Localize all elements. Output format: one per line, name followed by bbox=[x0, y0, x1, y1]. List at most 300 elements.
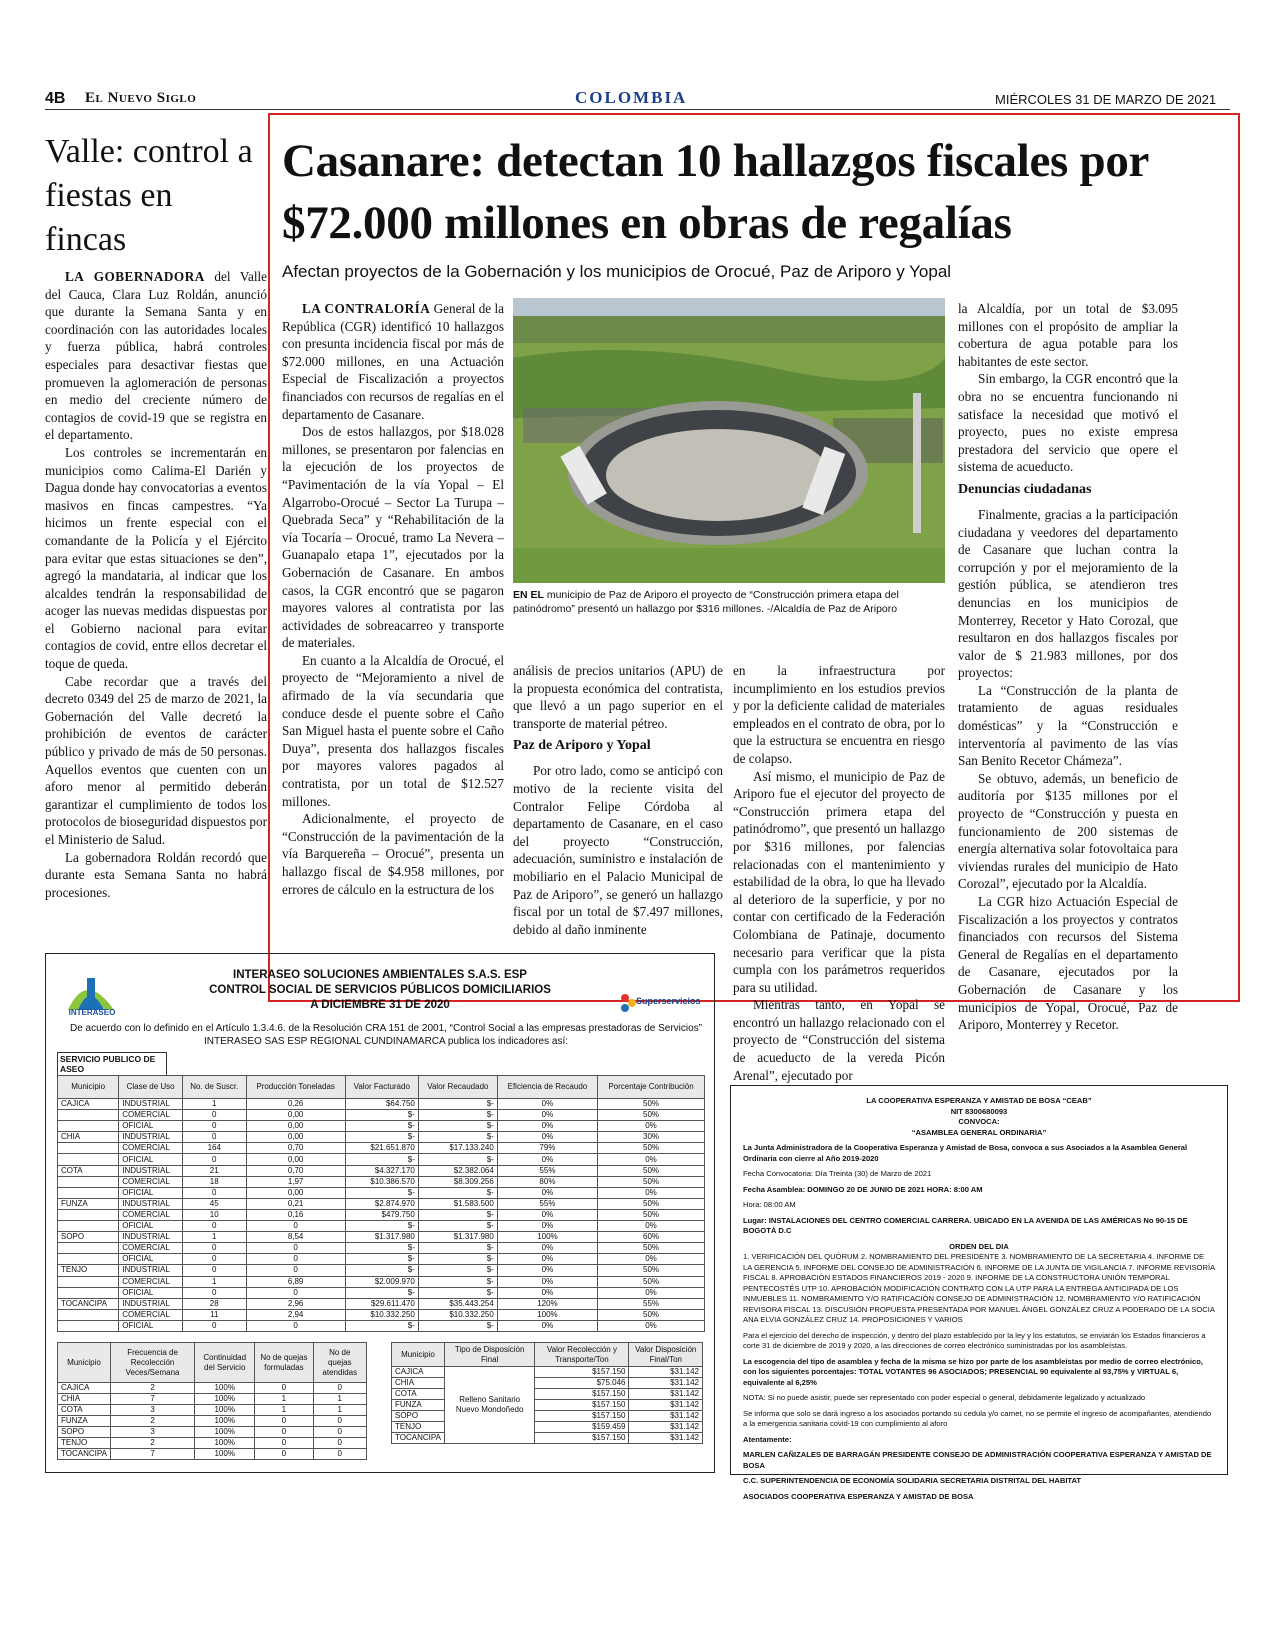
table-cell bbox=[58, 1209, 119, 1220]
table-cell: $- bbox=[345, 1265, 418, 1276]
table-row bbox=[392, 1378, 703, 1389]
disposal-cost-table bbox=[391, 1342, 703, 1444]
table-cell bbox=[58, 1309, 119, 1320]
table-cell: 50% bbox=[598, 1243, 705, 1254]
side-story-lead: LA GOBERNADORA bbox=[65, 269, 205, 284]
table-cell: 11 bbox=[182, 1309, 246, 1320]
table-cell: $- bbox=[418, 1132, 497, 1143]
table-cell: 10 bbox=[182, 1209, 246, 1220]
coop-signature: C.C. SUPERINTENDENCIA DE ECONOMÍA SOLIDARIA SECRETARIA DISTRITAL DEL HABITAT bbox=[743, 1476, 1082, 1485]
table-cell bbox=[58, 1143, 119, 1154]
table-cell: $10.386.570 bbox=[345, 1176, 418, 1187]
side-story-paragraph: Cabe recordar que a través del decreto 0349 del 25 de marzo de 2021, la Gobernación del Valle decretó la prohibición de eventos de carácter público y privado de más de 50 personas. Aquellos eventos que cuenten con un aforo menor al permitido deberán garantizar el cumplimiento de todos los protocolos de bioseguridad dispuestos por el Ministerio de Salud. bbox=[45, 673, 267, 847]
table-cell: 50% bbox=[598, 1198, 705, 1209]
table-cell: 100% bbox=[195, 1405, 255, 1416]
table-row bbox=[58, 1287, 705, 1298]
table-cell: $31.142 bbox=[629, 1378, 703, 1389]
table-cell: $- bbox=[418, 1099, 497, 1110]
table-cell: 0% bbox=[497, 1221, 597, 1232]
table-cell: SOPO bbox=[392, 1411, 445, 1422]
table-row bbox=[58, 1187, 705, 1198]
table-cell: 0% bbox=[598, 1254, 705, 1265]
table-row bbox=[58, 1298, 705, 1309]
interaseo-ad-title bbox=[46, 968, 714, 1013]
table-cell: 0% bbox=[497, 1243, 597, 1254]
table-cell: $31.142 bbox=[629, 1367, 703, 1378]
article-lead: LA CONTRALORÍA bbox=[302, 301, 431, 316]
table-cell: $75.046 bbox=[535, 1378, 629, 1389]
article-column-1 bbox=[282, 300, 504, 898]
side-story-paragraph: La gobernadora Roldán recordó que durante esta Semana Santa no habrá procesiones. bbox=[45, 849, 267, 900]
table-cell: 0 bbox=[182, 1254, 246, 1265]
table-cell: OFICIAL bbox=[119, 1221, 183, 1232]
article-paragraph: Por otro lado, como se anticipó con motivo de la reciente visita del Contralor Felipe Córdoba al departamento de Casanare, en el caso del proyecto “Construcción, adecuación, suministro e instalación de mobiliario en el Palacio Municipal de Paz de Ariporo”, se generó un hallazgo fiscal por un total de $7.497 millones, debido al daño inminente bbox=[513, 763, 723, 937]
table-cell: 0 bbox=[255, 1416, 313, 1427]
table-cell: 1 bbox=[182, 1099, 246, 1110]
table-cell: COTA bbox=[58, 1165, 119, 1176]
table-cell bbox=[58, 1121, 119, 1132]
table-cell: 0% bbox=[497, 1099, 597, 1110]
coop-paragraph: La escogencia del tipo de asamblea y fecha de la misma se hizo por parte de los asambleístas por medio de correo electrónico, con los siguientes porcentajes: TOTAL VOTANTES 96 ASOCIADOS; PRESENCIAL 90 equivalente al 93,75% y VIRTUAL 6, equivalente al 6,25% bbox=[743, 1356, 1204, 1387]
table-cell: 100% bbox=[195, 1416, 255, 1427]
table-row bbox=[58, 1438, 367, 1449]
table-cell: SOPO bbox=[58, 1427, 111, 1438]
table-cell: 0 bbox=[182, 1132, 246, 1143]
table-cell: TENJO bbox=[392, 1422, 445, 1433]
table-cell: 50% bbox=[598, 1209, 705, 1220]
table-cell: 2 bbox=[110, 1416, 194, 1427]
table-cell: COMERCIAL bbox=[119, 1276, 183, 1287]
table-cell: 0,26 bbox=[246, 1099, 345, 1110]
table-cell: 0 bbox=[255, 1449, 313, 1460]
table-cell: 0% bbox=[497, 1121, 597, 1132]
coop-title-line: CONVOCA: bbox=[958, 1117, 1000, 1126]
table-cell: $- bbox=[418, 1320, 497, 1331]
coop-signature: ASOCIADOS COOPERATIVA ESPERANZA Y AMISTAD DE BOSA bbox=[743, 1491, 974, 1501]
table-cell: 100% bbox=[497, 1309, 597, 1320]
table-cell: $- bbox=[345, 1221, 418, 1232]
article-paragraph: En cuanto a la Alcaldía de Orocué, el proyecto de “Mejoramiento a nivel de afirmado de la vía secundaria que conduce desde el puente sobre el Caño San Miguel hasta el puente sobre el Caño Duya”, presenta dos hallazgos fiscales por mayores valores pagados al contratista, por un total de $12.527 millones. bbox=[282, 652, 504, 809]
ad-title-line: A DICIEMBRE 31 DE 2020 bbox=[310, 999, 450, 1011]
article-paragraph: Sin embargo, la CGR encontró que la obra no se encuentra funcionando ni satisface la necesidad que motivó el proyecto, pues no existe empresa prestadora del servicio que opere el sistema de acueducto. bbox=[958, 371, 1178, 475]
article-paragraph: La CGR hizo Actuación Especial de Fiscalización a los proyectos y contratos financiados con recursos del Sistema General de Regalías en el departamento de Casanare, ejecutados por la Gobernación de Casanare y los municipios de Yopal, Orocué, Paz de Ariporo, Monterrey y Recetor. bbox=[958, 894, 1178, 1033]
table-cell: SOPO bbox=[58, 1232, 119, 1243]
table-cell: 0 bbox=[255, 1383, 313, 1394]
table-cell: $10.332.250 bbox=[418, 1309, 497, 1320]
table-cell: COMERCIAL bbox=[119, 1243, 183, 1254]
table-cell: FUNZA bbox=[58, 1416, 111, 1427]
table-cell: 120% bbox=[497, 1298, 597, 1309]
table-cell: $159.459 bbox=[535, 1422, 629, 1433]
table-cell: $2.874.970 bbox=[345, 1198, 418, 1209]
table-cell: 0,00 bbox=[246, 1187, 345, 1198]
table-cell bbox=[58, 1176, 119, 1187]
table-cell: 164 bbox=[182, 1143, 246, 1154]
table-cell: 0% bbox=[598, 1287, 705, 1298]
table-cell: 0,16 bbox=[246, 1209, 345, 1220]
interaseo-ad-intro: De acuerdo con lo definido en el Artículo 1.3.4.6. de la Resolución CRA 151 de 2001, “Control Social a las empresas prestadoras de Servicios” INTERASEO SAS ESP REGIONAL CUNDINAMARCA publica los indicadores así: bbox=[69, 1023, 703, 1047]
table-cell: 30% bbox=[598, 1132, 705, 1143]
table-header-cell: Valor Facturado bbox=[345, 1076, 418, 1099]
newspaper-name: El Nuevo Siglo bbox=[85, 90, 197, 106]
table-cell: CAJICA bbox=[58, 1383, 111, 1394]
table-row bbox=[58, 1099, 705, 1110]
table-row bbox=[58, 1276, 705, 1287]
table-cell: 100% bbox=[195, 1449, 255, 1460]
table-row bbox=[58, 1243, 705, 1254]
table-cell: $- bbox=[345, 1154, 418, 1165]
main-headline: Casanare: detectan 10 hallazgos fiscales por $72.000 millones en obras de regalías bbox=[282, 135, 1149, 249]
table-cell: 1 bbox=[255, 1394, 313, 1405]
table-header-cell: Frecuencia de Recolección Veces/Semana bbox=[110, 1343, 194, 1383]
table-cell: $157.150 bbox=[535, 1411, 629, 1422]
table-cell: $- bbox=[345, 1254, 418, 1265]
table-cell: CHIA bbox=[58, 1132, 119, 1143]
side-story-body bbox=[45, 268, 267, 901]
table-cell: 3 bbox=[110, 1427, 194, 1438]
table-cell: 0 bbox=[246, 1243, 345, 1254]
article-paragraph: en la infraestructura por incumplimiento en los estudios previos y por la deficiente calidad de materiales empleados en el contrato de obra, por lo que la estructura se encuentra en riesgo de colapso. bbox=[733, 663, 945, 766]
table-cell: 0,21 bbox=[246, 1198, 345, 1209]
table-cell: 0% bbox=[497, 1254, 597, 1265]
table-cell: $8.309.256 bbox=[418, 1176, 497, 1187]
table-row bbox=[58, 1154, 705, 1165]
table-cell: INDUSTRIAL bbox=[119, 1198, 183, 1209]
table-cell: 28 bbox=[182, 1298, 246, 1309]
table-row bbox=[58, 1427, 367, 1438]
article-subheading: Paz de Ariporo y Yopal bbox=[513, 738, 651, 754]
table-cell: $- bbox=[418, 1276, 497, 1287]
table-row bbox=[392, 1389, 703, 1400]
table-cell: 7 bbox=[110, 1394, 194, 1405]
table-cell: 1,97 bbox=[246, 1176, 345, 1187]
table-cell: 0 bbox=[246, 1221, 345, 1232]
table-cell: $- bbox=[418, 1221, 497, 1232]
table-cell: $- bbox=[418, 1209, 497, 1220]
table-row bbox=[392, 1422, 703, 1433]
table-cell: 0 bbox=[313, 1449, 366, 1460]
table-row bbox=[58, 1416, 367, 1427]
table-cell: 1 bbox=[255, 1405, 313, 1416]
table-cell: $- bbox=[345, 1187, 418, 1198]
table-cell: INDUSTRIAL bbox=[119, 1165, 183, 1176]
table-cell bbox=[58, 1221, 119, 1232]
table-header-cell: Porcentaje Contribución bbox=[598, 1076, 705, 1099]
issue-date: MIÉRCOLES 31 DE MARZO DE 2021 bbox=[995, 92, 1217, 107]
main-subheadline: Afectan proyectos de la Gobernación y los municipios de Orocué, Paz de Ariporo y Yopal bbox=[282, 262, 952, 281]
table-cell: $31.142 bbox=[629, 1422, 703, 1433]
table-cell: $1.583.500 bbox=[418, 1198, 497, 1209]
table-cell bbox=[58, 1243, 119, 1254]
table-cell: 0% bbox=[497, 1154, 597, 1165]
side-story-paragraph: del Valle del Cauca, Clara Luz Roldán, anunció que durante la Semana Santa y en coordinación con las autoridades locales y fuerza pública, habrá controles especiales para desactivar fiestas que promueven la aglomeración de personas en medio del creciente número de contagios de covid-19 que se registra en el departamento. bbox=[45, 269, 267, 443]
table-cell: 50% bbox=[598, 1143, 705, 1154]
aseo-service-table-wrap bbox=[57, 1052, 705, 1332]
table-cell: 2,96 bbox=[246, 1298, 345, 1309]
table-cell: 0 bbox=[246, 1287, 345, 1298]
table-cell: 55% bbox=[497, 1165, 597, 1176]
table-cell: 1 bbox=[182, 1232, 246, 1243]
caption-lead: EN EL bbox=[513, 589, 544, 601]
table-cell: INDUSTRIAL bbox=[119, 1298, 183, 1309]
table-header-cell: Municipio bbox=[392, 1343, 445, 1367]
table-header-cell: Tipo de Disposición Final bbox=[444, 1343, 534, 1367]
table-cell: 0 bbox=[246, 1265, 345, 1276]
skating-track-photo bbox=[513, 298, 945, 583]
table-cell: CHIA bbox=[58, 1394, 111, 1405]
cooperativa-ad bbox=[730, 1085, 1228, 1501]
table-cell: 0 bbox=[246, 1254, 345, 1265]
table-cell: COMERCIAL bbox=[119, 1143, 183, 1154]
table-cell: 2,94 bbox=[246, 1309, 345, 1320]
table-cell: 100% bbox=[195, 1427, 255, 1438]
table-row bbox=[58, 1383, 367, 1394]
table-cell: 50% bbox=[598, 1110, 705, 1121]
table-header-cell: Valor Disposición Final/Ton bbox=[629, 1343, 703, 1367]
table-cell: $- bbox=[418, 1154, 497, 1165]
table-header-cell: Continuidad del Servicio bbox=[195, 1343, 255, 1383]
table-cell: $157.150 bbox=[535, 1433, 629, 1444]
table-cell: 0 bbox=[182, 1187, 246, 1198]
table-cell: TENJO bbox=[58, 1265, 119, 1276]
table-row bbox=[58, 1320, 705, 1331]
table-cell: OFICIAL bbox=[119, 1320, 183, 1331]
table-row bbox=[58, 1265, 705, 1276]
table-header-cell: Valor Recaudado bbox=[418, 1076, 497, 1099]
collection-frequency-table bbox=[57, 1342, 367, 1460]
table-row bbox=[58, 1209, 705, 1220]
coop-paragraph: Se informa que solo se dará ingreso a los asociados portando su cedula y/o carnet, no se permite el ingreso de acompañantes, atendiendo a la emergencia sanitaria covid-19 con cumplimiento al aforo bbox=[743, 1408, 1212, 1428]
table-cell: 0,00 bbox=[246, 1154, 345, 1165]
table-cell: 1 bbox=[313, 1405, 366, 1416]
table-row bbox=[58, 1176, 705, 1187]
table-cell: 100% bbox=[497, 1232, 597, 1243]
table-cell: 50% bbox=[598, 1276, 705, 1287]
table-cell: 79% bbox=[497, 1143, 597, 1154]
table-cell: $- bbox=[345, 1320, 418, 1331]
article-subheading: Denuncias ciudadanas bbox=[958, 481, 1092, 497]
table-cell: 0 bbox=[313, 1383, 366, 1394]
table-cell: INDUSTRIAL bbox=[119, 1232, 183, 1243]
table-cell: $- bbox=[345, 1287, 418, 1298]
table-cell: INDUSTRIAL bbox=[119, 1099, 183, 1110]
table-cell: COTA bbox=[58, 1405, 111, 1416]
interaseo-ad bbox=[45, 953, 715, 1473]
table-cell: 0 bbox=[182, 1221, 246, 1232]
table-cell: 0% bbox=[598, 1221, 705, 1232]
table-cell bbox=[58, 1287, 119, 1298]
table-cell: 0% bbox=[497, 1265, 597, 1276]
coop-convocatoria-date: Fecha Convocatoria: Día Treinta (30) de Marzo de 2021 bbox=[743, 1169, 932, 1178]
table-cell bbox=[58, 1110, 119, 1121]
table-row bbox=[58, 1165, 705, 1176]
table-cell bbox=[58, 1320, 119, 1331]
table-cell: 0% bbox=[497, 1276, 597, 1287]
interaseo-logo-text: INTERASEO bbox=[68, 1008, 116, 1017]
side-story-paragraph: Los controles se incrementarán en municipios como Calima-El Darién y Dagua donde hay convocatorias a eventos masivos en fincas campestres. “Ya hicimos un frente especial con el comandante de la Policía y el Ejército para evitar que estas situaciones se den”, agregó la mandataria, al indicar que los alcaldes tendrán la responsabilidad de acoger las nuevas medidas dispuestas por el Gobierno nacional para evitar contagios de covid, entre ellos decretar el toque de queda. bbox=[45, 444, 267, 672]
article-photo bbox=[513, 298, 945, 583]
coop-title-line: “ASAMBLEA GENERAL ORDINARIA” bbox=[911, 1127, 1047, 1137]
table-cell: CAJICA bbox=[392, 1367, 445, 1378]
disposal-type-cell: Relleno Sanitario Nuevo Mondoñedo bbox=[444, 1367, 534, 1444]
table-row bbox=[58, 1143, 705, 1154]
table-cell: COMERCIAL bbox=[119, 1309, 183, 1320]
table-cell: 0,70 bbox=[246, 1143, 345, 1154]
table-cell: 21 bbox=[182, 1165, 246, 1176]
article-paragraph: La “Construcción de la planta de tratamiento de aguas residuales domésticas” y la “Construcción e interventoría al pavimento de las vías San Benito Recetor Chámeza”. bbox=[958, 682, 1178, 769]
table-cell: 0 bbox=[313, 1438, 366, 1449]
table-cell: OFICIAL bbox=[119, 1254, 183, 1265]
table-cell: 50% bbox=[598, 1309, 705, 1320]
table-cell: $- bbox=[418, 1265, 497, 1276]
table-cell: OFICIAL bbox=[119, 1154, 183, 1165]
table-cell: FUNZA bbox=[58, 1198, 119, 1209]
coop-hora: Hora: 08:00 AM bbox=[743, 1200, 796, 1209]
table-row bbox=[392, 1411, 703, 1422]
table-header-cell: No. de Suscr. bbox=[182, 1076, 246, 1099]
table-cell: $- bbox=[418, 1110, 497, 1121]
table-cell: COMERCIAL bbox=[119, 1176, 183, 1187]
ad-title-line: CONTROL SOCIAL DE SERVICIOS PÚBLICOS DOMICILIARIOS bbox=[209, 984, 551, 996]
table-header-cell: Clase de Uso bbox=[119, 1076, 183, 1099]
article-paragraph: Así mismo, el municipio de Paz de Ariporo fue el ejecutor del proyecto de “Construcción primera etapa del patinódromo”, que presentó un hallazgo por $316 millones, por falencias relacionadas con el mantenimiento y estabilidad de la obra, lo que ha llevado al deterioro de la superficie, y por no contar con certificado de la Federación Colombiana de Patinaje, documento necesario para verificar que la pista cumpla con los parámetros requeridos para su utilidad. bbox=[733, 768, 945, 995]
table-row bbox=[392, 1400, 703, 1411]
table-cell: 80% bbox=[497, 1176, 597, 1187]
table-cell: 0 bbox=[182, 1320, 246, 1331]
table-header-cell: No de quejas formuladas bbox=[255, 1343, 313, 1383]
table-cell: 1 bbox=[313, 1394, 366, 1405]
table-header-cell: Municipio bbox=[58, 1343, 111, 1383]
table-cell: 0 bbox=[182, 1243, 246, 1254]
table-cell: $- bbox=[418, 1121, 497, 1132]
table-cell: 2 bbox=[110, 1383, 194, 1394]
table-row bbox=[58, 1121, 705, 1132]
table-cell: $1.317.980 bbox=[418, 1232, 497, 1243]
table-cell: FUNZA bbox=[392, 1400, 445, 1411]
table-header-cell: Producción Toneladas bbox=[246, 1076, 345, 1099]
table-header-cell: Valor Recolección y Transporte/Ton bbox=[535, 1343, 629, 1367]
table-row bbox=[58, 1405, 367, 1416]
article-paragraph: análisis de precios unitarios (APU) de la propuesta económica del contratista, que llevó a un pago superior en el transporte de material pétreo. bbox=[513, 663, 723, 731]
coop-title-line: LA COOPERATIVA ESPERANZA Y AMISTAD DE BOSA “CEAB” bbox=[866, 1096, 1092, 1105]
table-cell: 100% bbox=[195, 1438, 255, 1449]
table-cell: 55% bbox=[497, 1198, 597, 1209]
table-cell: $31.142 bbox=[629, 1389, 703, 1400]
table-cell: $- bbox=[418, 1287, 497, 1298]
section-label: COLOMBIA bbox=[575, 88, 688, 107]
coop-signature: MARLEN CAÑIZALES DE BARRAGÁN PRESIDENTE CONSEJO DE ADMINISTRACIÓN COOPERATIVA ESPERANZA Y AMISTAD DE BOSA bbox=[743, 1450, 1212, 1470]
table-header-cell: No de quejas atendidas bbox=[313, 1343, 366, 1383]
table-cell: CHIA bbox=[392, 1378, 445, 1389]
coop-paragraph: Para el ejercicio del derecho de inspección, y dentro del plazo establecido por la ley y los estatutos, se enviarán los Estados financieros a corte 31 de diciembre de 2019 y 2020, a las direcciones de correo electrónico suministradas por los asambleístas. bbox=[743, 1330, 1206, 1350]
table-cell: 0 bbox=[255, 1427, 313, 1438]
article-column-4 bbox=[958, 300, 1178, 1034]
coop-intro: La Junta Administradora de la Cooperativa Esperanza y Amistad de Bosa, convoca a sus Asociados a la Asamblea General Ordinaria con cierre al Año 2019-2020 bbox=[743, 1143, 1188, 1163]
superservicios-logo-text: Superservicios bbox=[636, 996, 701, 1006]
coop-title-line: NIT 8300680093 bbox=[950, 1106, 1008, 1116]
caption-credit: -/Alcaldía de Paz de Ariporo bbox=[766, 603, 898, 615]
table-cell: TOCANCIPA bbox=[58, 1449, 111, 1460]
table-cell: INDUSTRIAL bbox=[119, 1132, 183, 1143]
table-cell: 50% bbox=[598, 1176, 705, 1187]
table-cell bbox=[58, 1154, 119, 1165]
table-cell: $157.150 bbox=[535, 1389, 629, 1400]
table-cell: 50% bbox=[598, 1099, 705, 1110]
table-cell: 45 bbox=[182, 1198, 246, 1209]
table-cell: 55% bbox=[598, 1298, 705, 1309]
table-cell bbox=[58, 1254, 119, 1265]
coop-asamblea-date: Fecha Asamblea: DOMINGO 20 DE JUNIO DE 2021 HORA: 8:00 AM bbox=[743, 1184, 983, 1194]
table-header-cell: Eficiencia de Recaudo bbox=[497, 1076, 597, 1099]
article-column-2 bbox=[513, 662, 723, 938]
table-row bbox=[58, 1449, 367, 1460]
table-row bbox=[58, 1221, 705, 1232]
table-cell: OFICIAL bbox=[119, 1287, 183, 1298]
article-paragraph: Finalmente, gracias a la participación ciudadana y veedores del departamento de Casanare que luchan contra la corrupción y por el mejoramiento de la gestión pública, se atendieron tres denuncias en los municipios de Monterrey, Recetor y Hato Corozal, que resultaron en dos hallazgos fiscales por valor de $ 21.983 millones, por dos proyectos: bbox=[958, 506, 1178, 681]
table-row bbox=[58, 1198, 705, 1209]
table-cell: 0 bbox=[182, 1265, 246, 1276]
article-paragraph: General de la República (CGR) identificó 10 hallazgos con presunta incidencia fiscal por más de $72.000 millones, en una Actuación Especial de Fiscalización a proyectos financiados con recursos de regalías en el departamento de Casanare. bbox=[282, 301, 504, 422]
table-cell: CAJICA bbox=[58, 1099, 119, 1110]
table-cell: $64.750 bbox=[345, 1099, 418, 1110]
table-cell: $- bbox=[345, 1243, 418, 1254]
table-cell: $479.750 bbox=[345, 1209, 418, 1220]
table-cell: 0% bbox=[497, 1209, 597, 1220]
table-cell: 0% bbox=[598, 1154, 705, 1165]
table-row bbox=[392, 1367, 703, 1378]
article-column-3 bbox=[733, 662, 945, 1084]
table-cell: $31.142 bbox=[629, 1400, 703, 1411]
table-cell: 0 bbox=[182, 1121, 246, 1132]
table-cell: 0 bbox=[182, 1287, 246, 1298]
table-cell: 0 bbox=[313, 1416, 366, 1427]
table-cell: $- bbox=[345, 1121, 418, 1132]
table-cell: $17.133.240 bbox=[418, 1143, 497, 1154]
table-cell: 0 bbox=[313, 1427, 366, 1438]
table-cell: $4.327.170 bbox=[345, 1165, 418, 1176]
table-cell: 0% bbox=[497, 1187, 597, 1198]
table-cell: 100% bbox=[195, 1383, 255, 1394]
table-cell: 0 bbox=[182, 1154, 246, 1165]
table-cell: 0,70 bbox=[246, 1165, 345, 1176]
table-cell: 50% bbox=[598, 1165, 705, 1176]
table-cell: OFICIAL bbox=[119, 1121, 183, 1132]
table-cell: 1 bbox=[182, 1276, 246, 1287]
article-paragraph: la Alcaldía, por un total de $3.095 millones con el propósito de ampliar la cobertura de agua potable para los habitantes de este sector. bbox=[958, 301, 1178, 369]
aseo-table-caption: SERVICIO PUBLICO DE ASEO bbox=[57, 1052, 167, 1075]
table-cell: 0% bbox=[598, 1320, 705, 1331]
table-cell: 0% bbox=[497, 1287, 597, 1298]
table-cell: $- bbox=[418, 1243, 497, 1254]
table-cell: $35.443.254 bbox=[418, 1298, 497, 1309]
table-cell: 0% bbox=[598, 1187, 705, 1198]
table-cell: COMERCIAL bbox=[119, 1209, 183, 1220]
table-cell: $157.150 bbox=[535, 1367, 629, 1378]
table-cell: 0% bbox=[497, 1320, 597, 1331]
table-cell: 100% bbox=[195, 1394, 255, 1405]
article-paragraph: Dos de estos hallazgos, por $18.028 millones, se presentaron por falencias en la ejecución de los proyectos de “Pavimentación de la vía Yopal – El Algarrobo-Orocué – Sector La Turupa – Quebrada Seca” y “Rehabilitación de la vía Tocaría – Orocué, tramo La Nevera – Guanapalo etapa 1”, ejecutados por la Gobernación de Casanare. En ambos casos, la CGR encontró que se pagaron mayores valores al contratista por las actividades de sobreacarreo y transporte de materiales. bbox=[282, 424, 504, 651]
table-cell: $10.332.250 bbox=[345, 1309, 418, 1320]
table-row bbox=[392, 1433, 703, 1444]
photo-caption bbox=[513, 588, 945, 616]
table-cell: 0,00 bbox=[246, 1132, 345, 1143]
table-cell: $1.317.980 bbox=[345, 1232, 418, 1243]
table-cell bbox=[58, 1276, 119, 1287]
table-cell: $21.651.870 bbox=[345, 1143, 418, 1154]
coop-orden-del-dia: 1. VERIFICACIÓN DEL QUÓRUM 2. NOMBRAMIENTO DEL PRESIDENTE 3. NOMBRAMIENTO DE LA SECRETARIA 4. INFORME DE LA GERENCIA 5. INFORME DEL CONSEJO DE ADMINISTRACIÓN 6. INFORME DE LA JUNTA DE VIGILANCIA 7. INFORME REVISORÍA FISCAL 8. APROBACIÓN ESTADOS FINANCIEROS 2019 - 2020 9. INFORME DE LA CONSTRUCTORA UNIÓN TEMPORAL PENTECOSTÉS UTP 10. APROBACIÓN MODIFICACIÓN CONTRATO CON LA UTP PARA LA ENTREGA ANTICIPADA DE LOS INMUEBLES 11. NOMBRAMIENTO Y/O RATIFICACIÓN CONSEJO DE ADMINISTRACIÓN 12. NOMBRAMIENTO Y/O RATIFICACIÓN REVISORA FISCAL 13. DISCUSIÓN PROPUESTA PRESENTADA POR MANUEL ÁNGEL GONZÁLEZ CRUZ A PODERADO DE LA SOCIA ANA ELVIA GONZÁLEZ CRUZ 14. PROPOSICIONES Y VARIOS bbox=[743, 1252, 1215, 1324]
table-row bbox=[58, 1309, 705, 1320]
table-row bbox=[58, 1394, 367, 1405]
